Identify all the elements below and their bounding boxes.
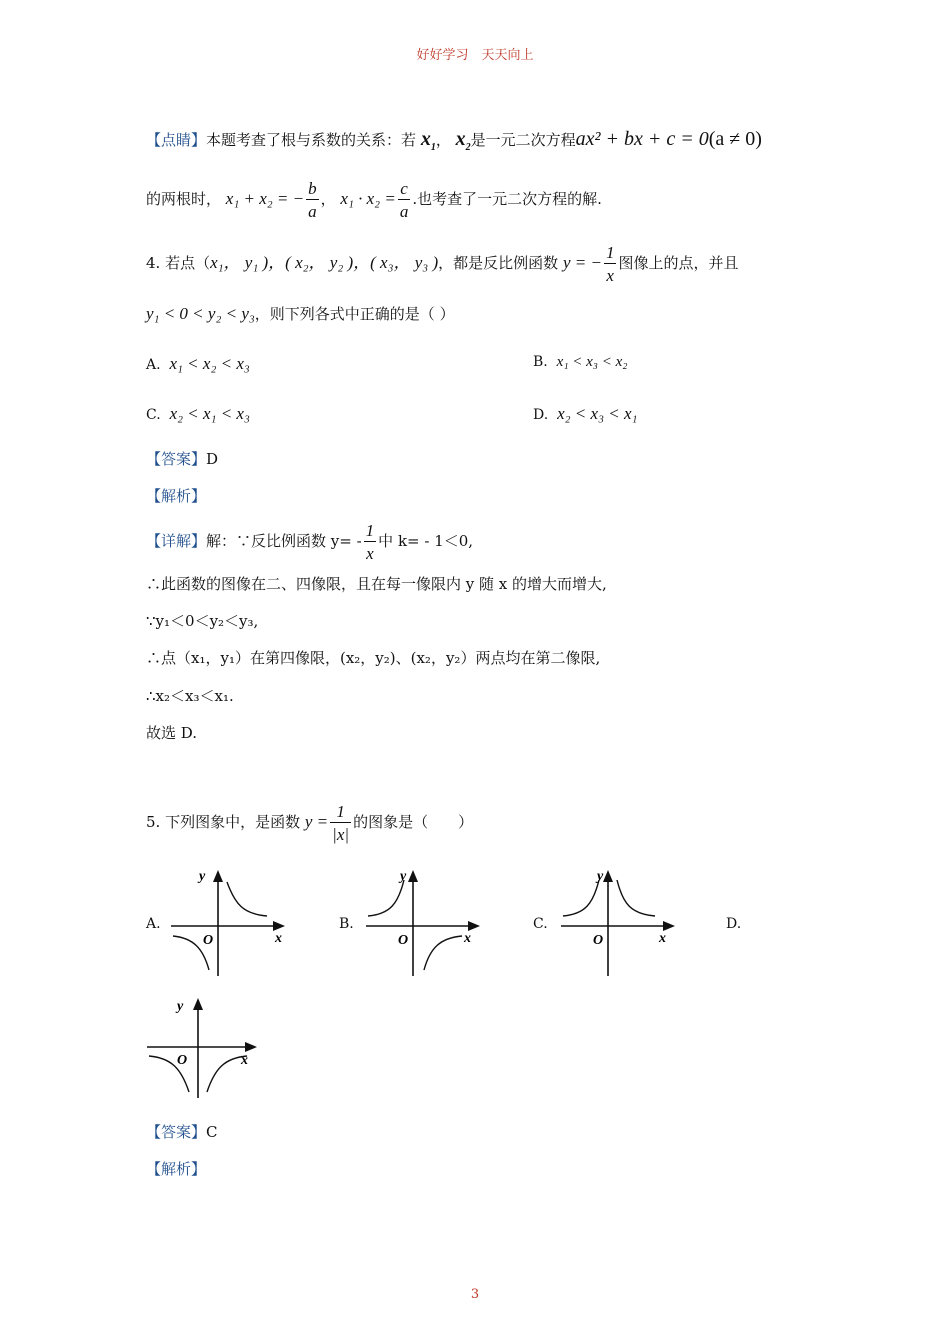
dianjing-line2-a: 的两根时， [146,190,222,208]
dianjing-mid: 是一元二次方程 [470,131,576,149]
q4-detail-line-5: ∴x₂＜x₃＜x₁. [146,687,234,705]
dianjing-x1: $x_1$ [420,128,436,153]
q5-func-frac: $\frac{1}{|x|}$ [332,802,350,844]
dianjing-x2: $x_2$ [455,128,471,153]
q4-stem-line-2: y₁ < 0 < y₂ < y₃，则下列各式中正确的是（ ） [146,304,455,323]
q4-answer-value: D [206,450,219,468]
q5-func-lhs: y = [304,812,329,831]
graph-d-origin: O [177,1053,188,1068]
dianjing-lead: 本题考查了根与系数的关系：若 [206,131,417,149]
q4-detail-line-3: ∵y₁＜0＜y₂＜y₃, [146,612,259,630]
graph-d-x-label: x [241,1053,248,1068]
graph-d-y-label: y [177,999,184,1014]
dianjing-sum-lhs: x₁ + x₂ = − [225,189,305,208]
graph-b-y-label: y [400,869,407,884]
q4-func-frac: $\frac{1}{x}$ [605,243,615,285]
graph-a-origin: O [203,933,214,948]
q5-graph-b[interactable] [360,864,490,982]
dianjing-condition: (a ≠ 0) [708,128,762,150]
q4-analysis-tag: 【解析】 [146,487,207,505]
q4-detail-frac: $\frac{1}{x}$ [365,521,375,563]
q4-detail-line-4: ∴点（x₁，y₁）在第四像限，(x₂，y₂)、(x₂，y₂）两点均在第二像限, [146,649,601,667]
dianjing-tag: 【点睛】 [146,131,207,149]
q4-answer-tag: 【答案】 [146,450,207,468]
graph-b-x-label: x [464,931,471,946]
page-number: 3 [470,1287,480,1302]
graph-c-x-label: x [659,931,666,946]
graph-b-origin: O [398,933,409,948]
q4-detail-tag: 【详解】 [146,532,207,550]
q5-label-b[interactable]: B. [339,916,354,932]
q4-option-c[interactable]: C. x₂ < x₁ < x₃ [146,404,250,423]
q5-graph-a[interactable] [165,864,295,982]
q5-answer [146,1121,218,1142]
q4-condition: y₁ < 0 < y₂ < y₃ [146,304,255,323]
q5-graph-d[interactable] [145,992,265,1102]
q5-answer-value: C [206,1123,218,1141]
q5-graph-c[interactable] [555,864,685,982]
q4-detail-line-6: 故选 D. [146,724,198,742]
dianjing-frac-b-a: $\frac{b}{a}$ [308,179,317,221]
page-header: 好好学习 天天向上 [416,48,534,63]
q4-func-lhs: y = − [562,253,602,272]
dianjing-equation: ax² + bx + c = 0 [575,128,709,150]
dianjing-frac-c-a: $\frac{c}{a}$ [399,179,409,221]
q4-detail-line-2: ∴此函数的图像在二、四像限，且在每一像限内 y 随 x 的增大而增大, [146,575,607,593]
q5-answer-tag: 【答案】 [146,1123,207,1141]
graph-a-x-label: x [275,931,282,946]
q4-points: x₁， y₁ )，( x₂， y₂ )，( x₃， y₃ ) [210,253,439,272]
q5-label-d[interactable]: D. [726,916,742,932]
q5-label-c[interactable]: C. [533,916,548,932]
q5-stem: 5. 下列图象中，是函数 y = $\frac{1}{|x|}$ 的图象是（ ） [146,802,474,844]
q5-label-a[interactable]: A. [146,916,161,932]
q4-option-d[interactable]: D. x₂ < x₃ < x₁ [533,404,638,423]
dianjing-line-2: 的两根时， x₁ + x₂ = − $\frac{b}{a}$ ， x₁ · x₂ = $\frac{c}{a}$ .也考查了一元二次方程的解. [146,179,602,221]
graph-c-y-label: y [597,869,604,884]
graph-a-y-label: y [199,869,206,884]
q5-analysis-tag: 【解析】 [146,1160,207,1178]
dianjing-line-1: 【点睛】本题考查了根与系数的关系：若 $x_1$， $x_2$是一元二次方程ax² + bx + c = 0(a ≠ 0) [146,128,762,153]
graph-c-origin: O [593,933,604,948]
q4-stem-line-1: 4. 若点（x₁， y₁ )，( x₂， y₂ )，( x₃， y₃ )，都是反比例函数 y = − $\frac{1}{x}$ 图像上的点，并且 [146,243,739,285]
q4-option-a[interactable]: A. x₁ < x₂ < x₃ [146,354,250,373]
dianjing-prod-lhs: x₁ · x₂ = [340,189,396,208]
dianjing-line2-b: .也考查了一元二次方程的解. [412,190,602,208]
q4-answer [146,448,218,469]
q4-detail-line-1: 【详解】解：∵反比例函数 y= - $\frac{1}{x}$ 中 k= - 1＜0, [146,521,474,563]
q4-option-b[interactable]: B. x₁ < x₃ < x₂ [533,354,628,370]
